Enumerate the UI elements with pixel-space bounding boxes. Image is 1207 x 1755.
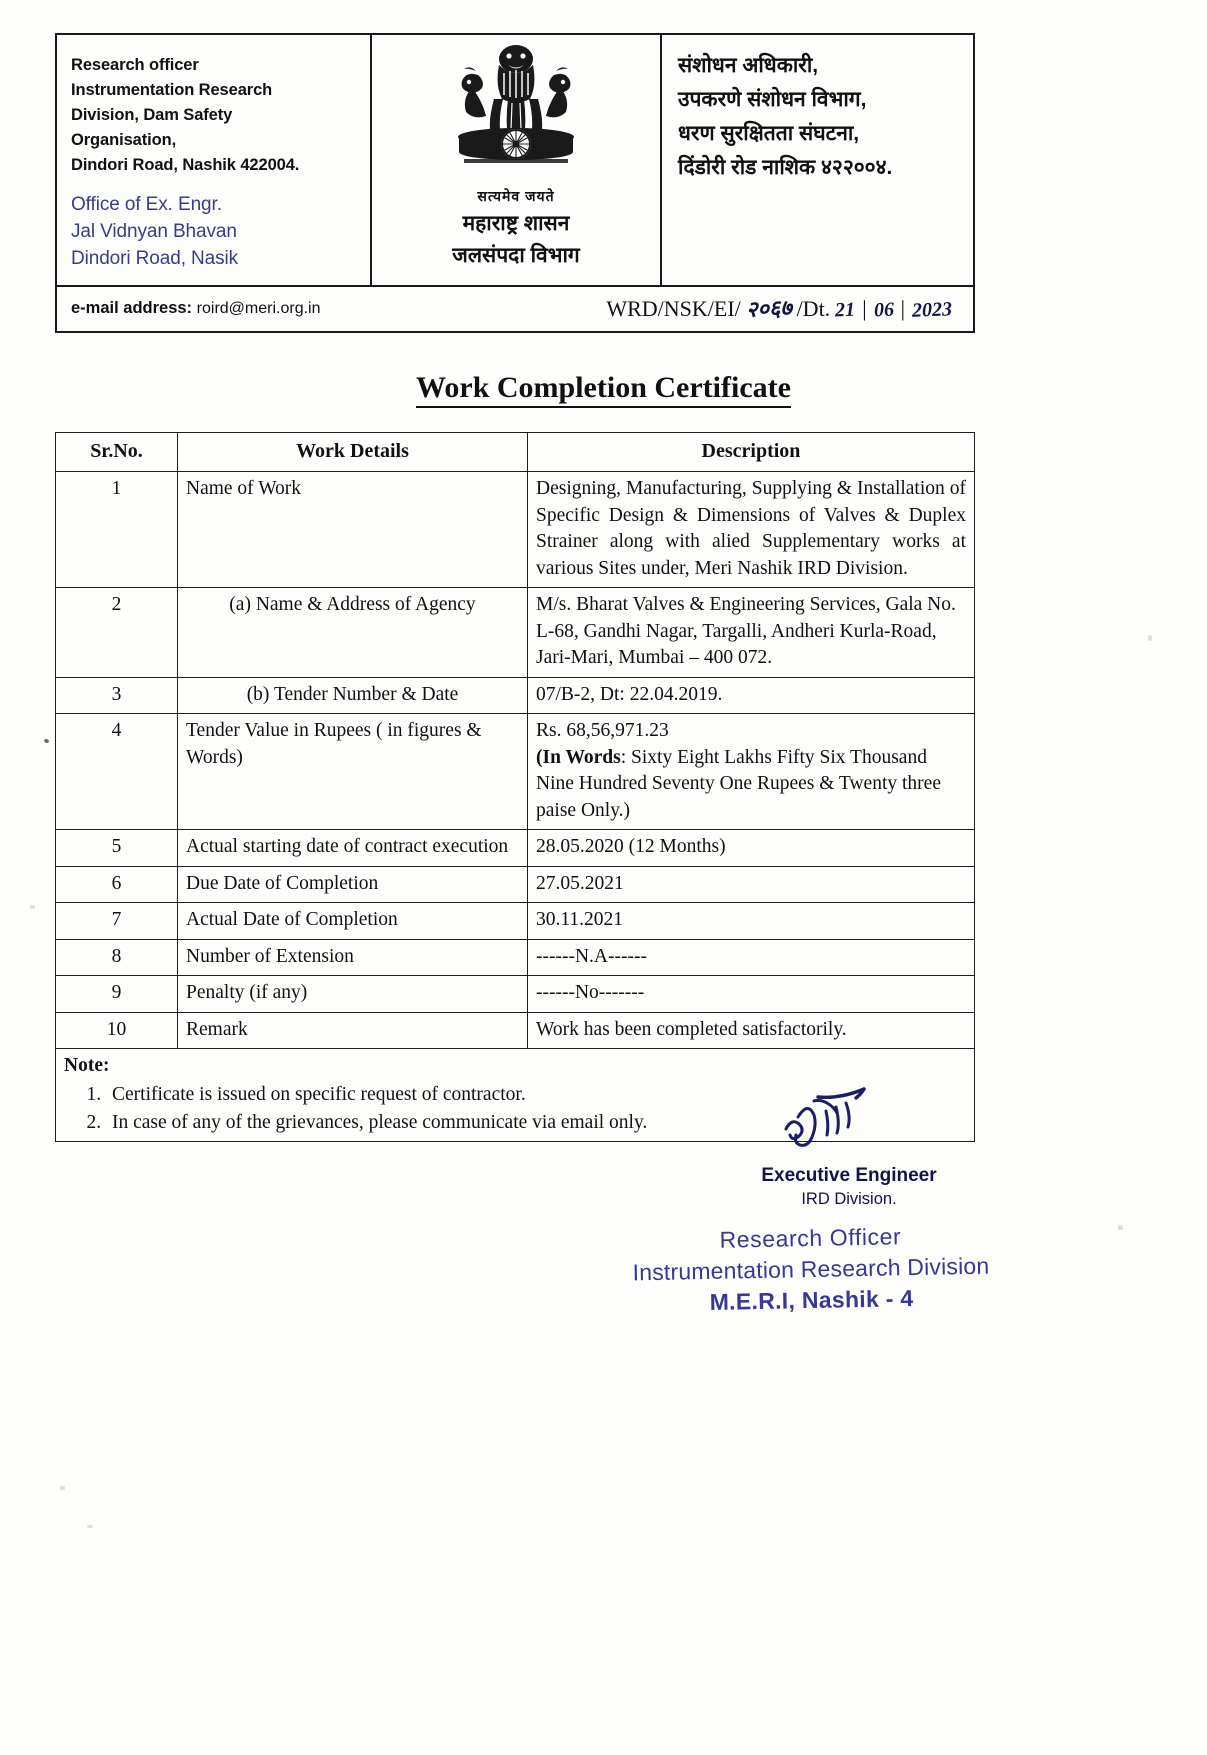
email-label: e-mail address: [71,298,193,317]
address-line: Dindori Road, Nashik 422004. [71,156,300,175]
cell-work-details: (b) Tender Number & Date [178,677,528,714]
office-stamp-block [71,192,356,273]
cell-description: 28.05.2020 (12 Months) [528,830,975,867]
marathi-address-line: दिंडोरी रोड नाशिक ४२२००४. [678,156,893,180]
stamp-line-location: M.E.R.I, Nashik - 4 [709,1285,914,1315]
reference-date-month: 06 [873,298,894,322]
cell-work-details: Actual starting date of contract execution [178,830,528,867]
table-row [56,939,975,976]
page-title [0,371,1207,405]
address-line: Instrumentation Research [71,81,273,100]
in-words-label: (In Words [536,746,621,768]
table-row [56,1012,975,1049]
emblem-cell [372,35,662,285]
tender-value-figures: Rs. 68,56,971.23 [536,720,669,742]
cell-description [528,714,975,830]
letterhead-english-address [57,35,372,285]
cell-work-details: (a) Name & Address of Agency [178,588,528,678]
stamp-line-division: Instrumentation Research Division [632,1252,990,1286]
emblem-motto: सत्यमेव जयते [477,188,555,204]
work-completion-table [55,432,975,1142]
table-header-row [56,433,975,472]
email-value: roird@meri.org.in [196,299,321,317]
table-row [56,830,975,867]
scan-artifact [44,738,50,743]
reference-number-handwritten: २०६७ [745,295,793,323]
cell-work-details: Remark [178,1012,528,1049]
work-completion-table-wrap [55,432,975,1142]
cell-work-details: Due Date of Completion [178,866,528,903]
page-title-text: Work Completion Certificate [416,371,791,408]
water-resources-dept-label: जलसंपदा विभाग [452,244,580,267]
stamp-line-title: Research Officer [719,1223,902,1253]
table-row [56,714,975,830]
cell-srno: 7 [56,903,178,940]
column-header-work-details: Work Details [178,433,528,472]
executive-engineer-title: Executive Engineer [761,1165,937,1186]
cell-srno: 5 [56,830,178,867]
table-row [56,677,975,714]
note-item: 1. Certificate is issued on specific request of contractor. [106,1081,966,1109]
handwritten-signature-icon [774,1075,924,1165]
email-address [71,299,320,318]
cell-srno: 1 [56,472,178,588]
office-line: Office of Ex. Engr. [71,194,222,216]
executive-engineer-division: IRD Division. [801,1190,897,1208]
scan-speckle [1118,1225,1123,1230]
cell-srno: 3 [56,677,178,714]
table-row [56,976,975,1013]
letterhead [55,33,975,333]
letterhead-top [57,35,973,287]
address-line: Division, Dam Safety [71,106,233,125]
scan-speckle [30,905,35,909]
cell-srno: 9 [56,976,178,1013]
address-line: Research officer [71,56,199,74]
cell-srno: 8 [56,939,178,976]
table-row [56,588,975,678]
cell-work-details: Penalty (if any) [178,976,528,1013]
cell-work-details: Tender Value in Rupees ( in figures & Words) [178,714,528,830]
cell-work-details: Name of Work [178,472,528,588]
note-item: 2. In case of any of the grievances, please communicate via email only. [106,1109,966,1137]
cell-work-details: Number of Extension [178,939,528,976]
reference-date-label: /Dt. [796,296,831,322]
india-state-emblem-icon [442,41,590,191]
cell-srno: 6 [56,866,178,903]
scan-speckle [1148,635,1152,641]
cell-srno: 4 [56,714,178,830]
in-words-value: : Sixty Eight Lakhs Fifty Six Thousand Nine Hundred Seventy One Rupees & Twenty three paise Only.) [536,746,941,821]
cell-description: Designing, Manufacturing, Supplying & Installation of Specific Design & Dimensions of Valves & Duplex Strainer along with alied Supplementary works at various Sites under, Meri Nashik IRD Division. [528,472,975,588]
cell-description: ------No------- [528,976,975,1013]
letterhead-bottom [57,287,973,331]
table-row [56,472,975,588]
reference-number: WRD/NSK/EI/ २०६७ /Dt. 21 | 06 | 2023 [606,293,961,323]
cell-srno: 10 [56,1012,178,1049]
office-line: Jal Vidnyan Bhavan [71,221,237,243]
marathi-address-line: धरण सुरक्षितता संघटना, [678,122,860,146]
govt-of-maharashtra-label: महाराष्ट्र शासन [462,212,570,235]
cell-work-details: Actual Date of Completion [178,903,528,940]
column-header-description: Description [528,433,975,472]
tender-value-words [536,745,966,825]
note-title: Note: [64,1055,110,1077]
cell-description: ------N.A------ [528,939,975,976]
cell-srno: 2 [56,588,178,678]
reference-date-day: 21 [834,298,856,322]
cell-description: 30.11.2021 [528,903,975,940]
column-header-srno: Sr.No. [56,433,178,472]
cell-description: M/s. Bharat Valves & Engineering Services, Gala No. L-68, Gandhi Nagar, Targalli, Andheri Kurla-Road, Jari-Mari, Mumbai – 400 072. [528,588,975,678]
reference-date-year: 2023 [911,298,953,323]
executive-engineer-signature-block [719,1075,979,1209]
office-line: Dindori Road, Nasik [71,248,239,270]
table-row [56,866,975,903]
cell-description: Work has been completed satisfactorily. [528,1012,975,1049]
letterhead-marathi-address [662,35,973,285]
research-officer-stamp [610,1221,1012,1318]
cell-description: 07/B-2, Dt: 22.04.2019. [528,677,975,714]
scan-speckle [60,1486,65,1490]
cell-description: 27.05.2021 [528,866,975,903]
table-row [56,903,975,940]
reference-prefix: WRD/NSK/EI/ [606,296,741,322]
address-line: Organisation, [71,131,177,150]
marathi-address-line: संशोधन अधिकारी, [678,54,819,77]
marathi-address-line: उपकरणे संशोधन विभाग, [678,88,867,112]
scan-speckle [87,1525,93,1528]
